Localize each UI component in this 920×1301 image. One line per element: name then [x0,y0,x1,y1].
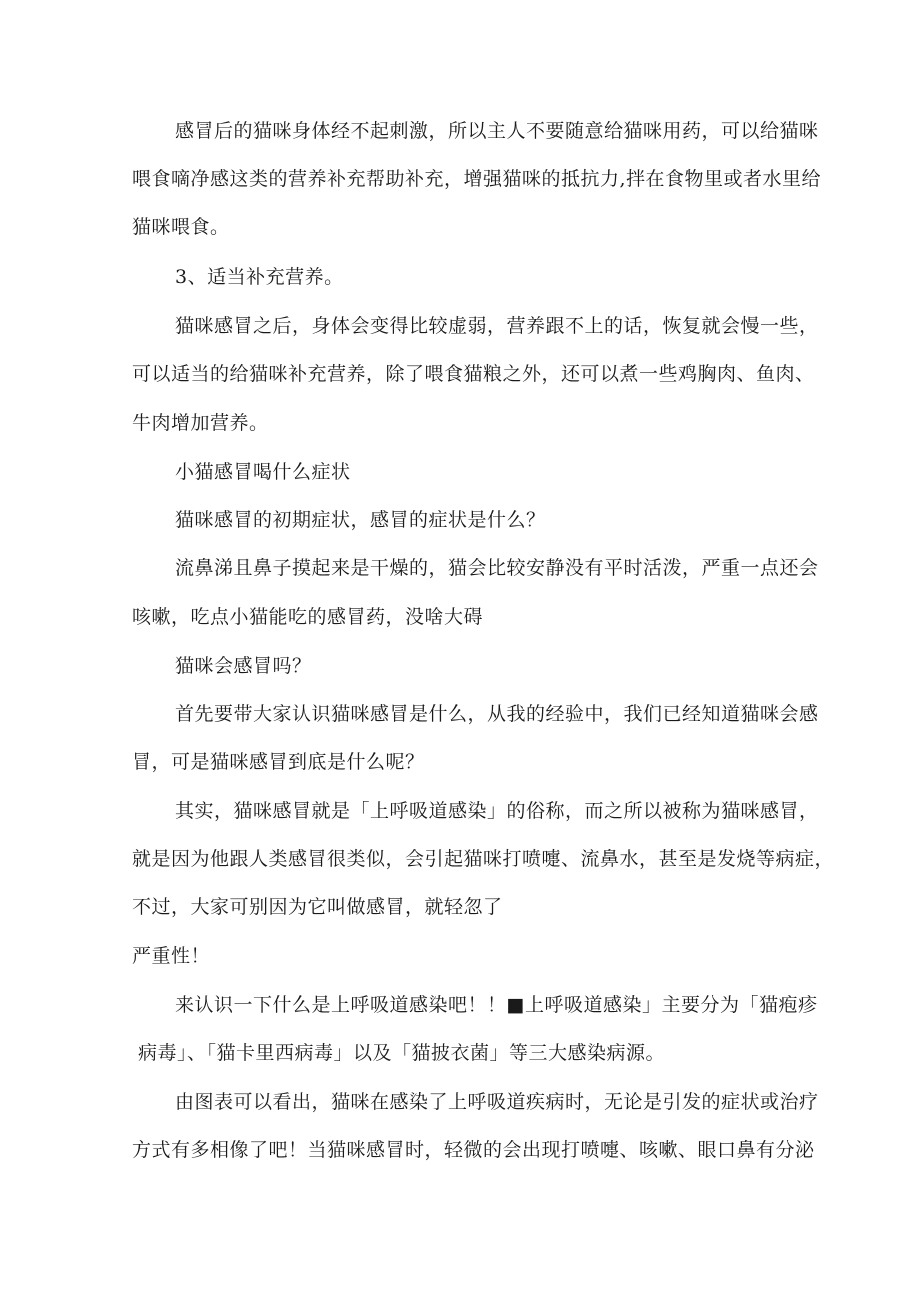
section-heading: 猫咪会感冒吗？ [175,655,312,677]
text-line: 咳嗽，吃点小猫能吃的感冒药，没啥大碍 [132,606,484,628]
text-line: 猫咪感冒之后，身体会变得比较虚弱，营养跟不上的话，恢复就会慢一些， [175,315,819,337]
section-heading: 3、适当补充营养。 [175,266,344,288]
text-line: 严重性！ [132,945,211,967]
text-line: 病毒」、「猫卡里西病毒」以及「猫披衣菌」等三大感染病源。 [138,1042,666,1064]
text-line: 流鼻涕且鼻子摸起来是干燥的，猫会比较安静没有平时活泼，严重一点还会 [175,557,819,579]
text-line: 不过，大家可别因为它叫做感冒，就轻忽了 [132,896,503,918]
text-line: 牛肉增加营养。 [132,412,269,434]
text-line: 由图表可以看出，猫咪在感染了上呼吸道疾病时，无论是引发的症状或治疗 [175,1091,819,1113]
text-line: 冒，可是猫咪感冒到底是什么呢？ [132,751,425,773]
text-line: 可以适当的给猫咪补充营养，除了喂食猫粮之外，还可以煮一些鸡胸肉、鱼肉、 [132,363,815,385]
text-line: 首先要带大家认识猫咪感冒是什么，从我的经验中，我们已经知道猫咪会感 [175,703,819,725]
section-heading: 小猫感冒喝什么症状 [175,461,351,483]
text-line: 其实，猫咪感冒就是「上呼吸道感染」的俗称，而之所以被称为猫咪感冒， [175,800,819,822]
text-line: 喂食嘀净感这类的营养补充帮助补充，增强猫咪的抵抗力,拌在食物里或者水里给 [132,168,822,190]
text-line: 猫咪喂食。 [132,216,230,238]
text-line: 就是因为他跟人类感冒很类似，会引起猫咪打喷嚏、流鼻水，甚至是发烧等病症， [132,848,835,870]
text-line: 猫咪感冒的初期症状，感冒的症状是什么？ [175,509,546,531]
text-line: 来认识一下什么是上呼吸道感染吧！！■上呼吸道感染」主要分为「猫疱疹 [175,994,818,1016]
text-line: 感冒后的猫咪身体经不起刺激，所以主人不要随意给猫咪用药，可以给猫咪 [175,120,819,142]
text-line: 方式有多相像了吧！当猫咪感冒时，轻微的会出现打喷嚏、咳嗽、眼口鼻有分泌 [132,1139,815,1161]
